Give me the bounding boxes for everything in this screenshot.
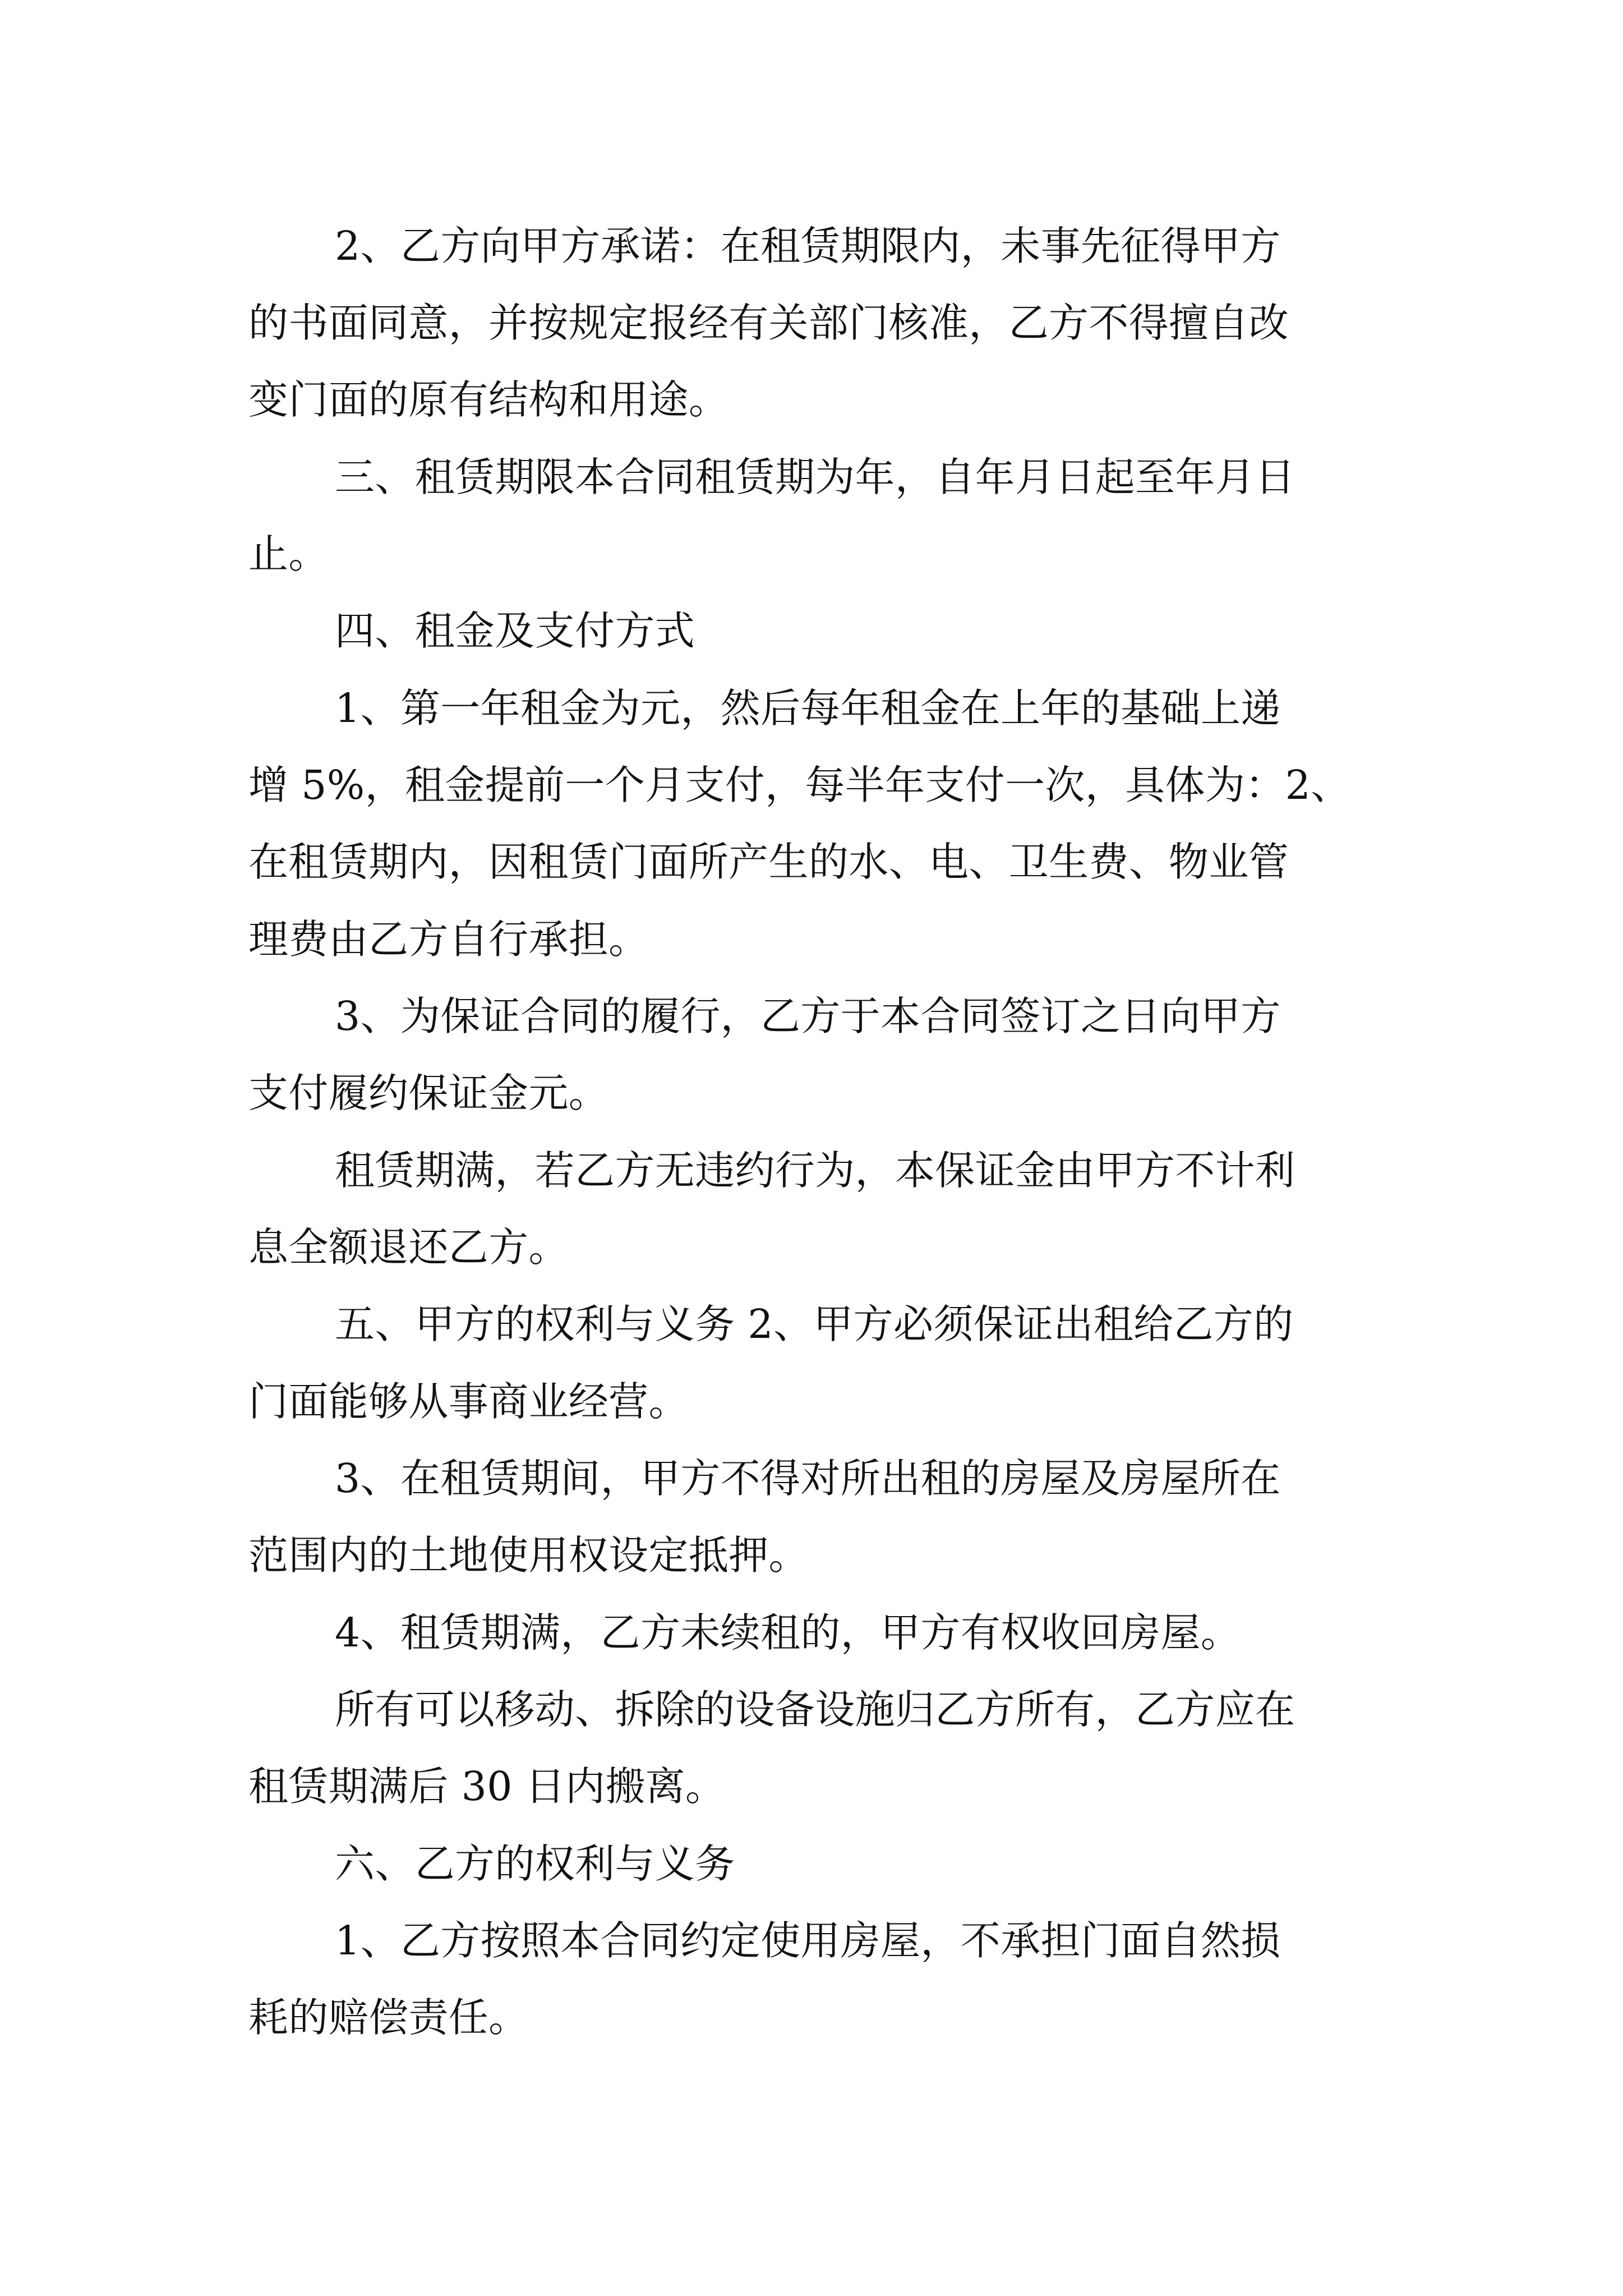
- text-line: 在租赁期内，因租赁门面所产生的水、电、卫生费、物业管: [248, 839, 1289, 885]
- text-line: 租赁期满后 30 日内搬离。: [248, 1763, 726, 1810]
- text-line: 四、租金及支付方式: [335, 608, 695, 654]
- text-line: 耗的赔偿责任。: [248, 1994, 529, 2041]
- text-line: 止。: [248, 531, 329, 577]
- text-line: 息全额退还乙方。: [248, 1224, 569, 1271]
- text-line: 门面能够从事商业经营。: [248, 1378, 689, 1425]
- text-line: 理费由乙方自行承担。: [248, 916, 649, 963]
- text-line: 支付履约保证金元。: [248, 1070, 609, 1116]
- text-line: 五、甲方的权利与义务 2、甲方必须保证出租给乙方的: [335, 1301, 1294, 1347]
- text-line: 1、乙方按照本合同约定使用房屋，不承担门面自然损: [335, 1917, 1281, 1964]
- text-line: 范围内的土地使用权设定抵押。: [248, 1532, 809, 1579]
- text-line: 所有可以移动、拆除的设备设施归乙方所有，乙方应在: [335, 1686, 1295, 1733]
- text-line: 租赁期满，若乙方无违约行为，本保证金由甲方不计利: [335, 1147, 1295, 1194]
- text-line: 1、第一年租金为元，然后每年租金在上年的基础上递: [335, 685, 1281, 731]
- text-line: 增 5%，租金提前一个月支付，每半年支付一次，具体为：2、: [248, 762, 1351, 808]
- text-line: 变门面的原有结构和用途。: [248, 376, 729, 423]
- text-line: 4、租赁期满，乙方未续租的，甲方有权收回房屋。: [335, 1609, 1241, 1656]
- text-line: 的书面同意，并按规定报经有关部门核准，乙方不得擅自改: [248, 300, 1289, 346]
- text-line: 2、乙方向甲方承诺：在租赁期限内，未事先征得甲方: [335, 223, 1281, 269]
- text-line: 六、乙方的权利与义务: [335, 1841, 735, 1887]
- text-line: 3、在租赁期间，甲方不得对所出租的房屋及房屋所在: [335, 1455, 1281, 1502]
- text-line: 3、为保证合同的履行，乙方于本合同签订之日向甲方: [335, 993, 1281, 1039]
- text-line: 三、租赁期限本合同租赁期为年，自年月日起至年月日: [335, 454, 1295, 500]
